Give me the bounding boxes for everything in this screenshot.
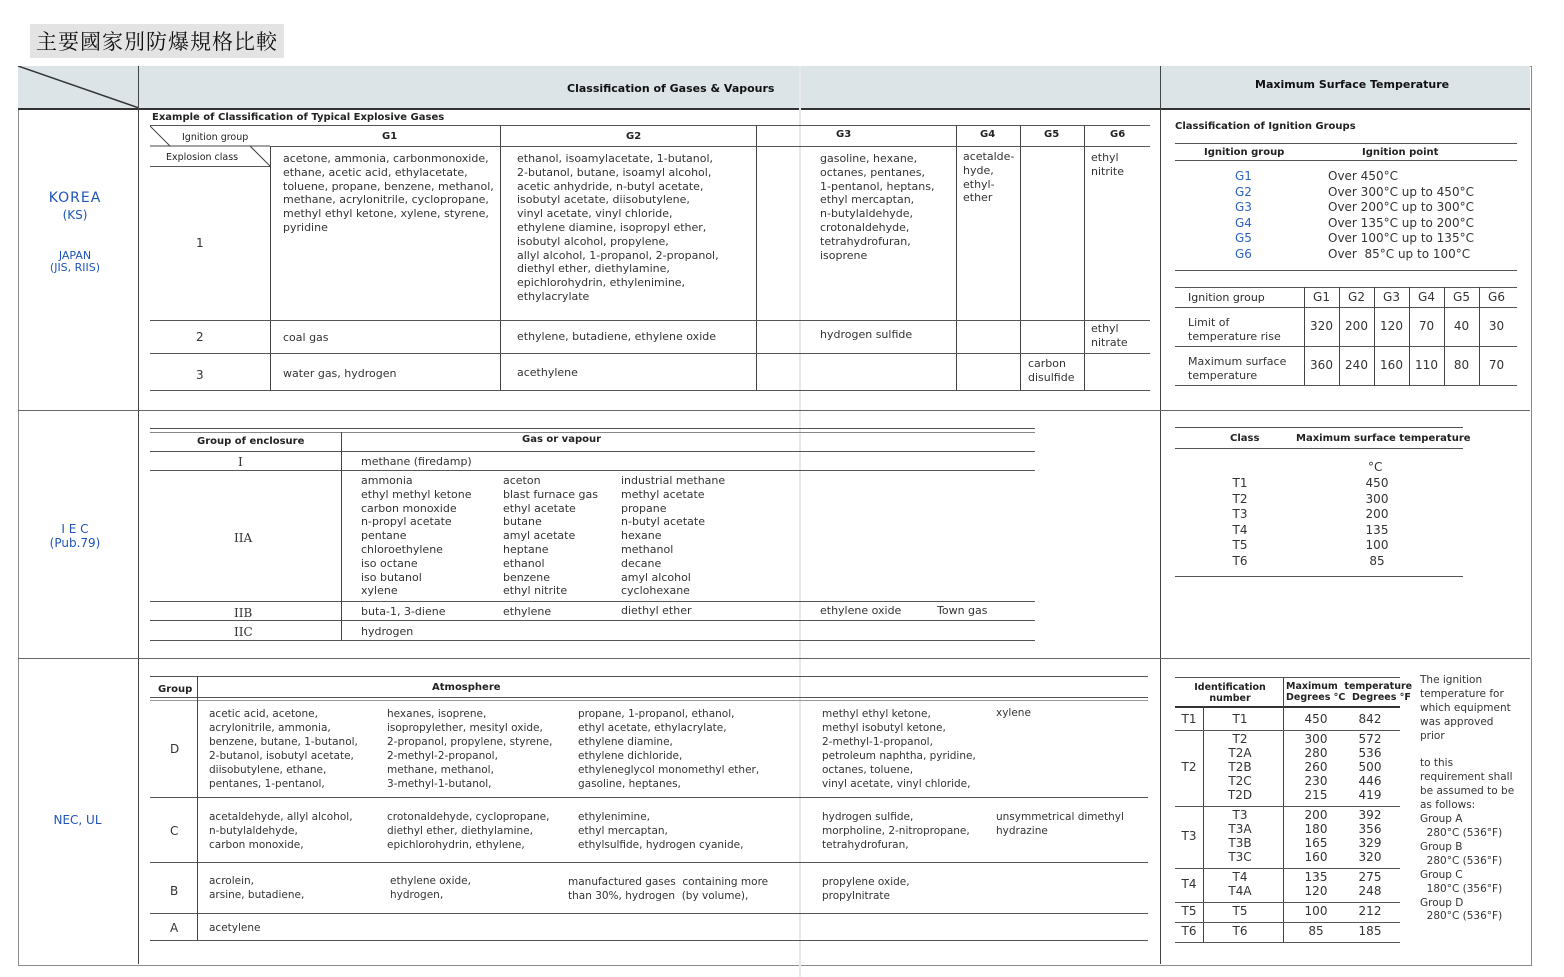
kt-group: G2 xyxy=(1348,290,1365,304)
nec-t-c: 160 xyxy=(1304,850,1328,864)
nec-t-c: 450 xyxy=(1304,712,1328,726)
kr-header-g5: G5 xyxy=(1044,129,1060,140)
nec-t-c: 180 xyxy=(1304,822,1328,836)
kt-head: Ignition group xyxy=(1188,291,1265,304)
country-korea-std: (KS) xyxy=(62,208,88,222)
nec-t-c: 100 xyxy=(1304,904,1328,918)
kt-max: 240 xyxy=(1345,358,1368,372)
iec-t-col2: Maximum surface temperature xyxy=(1296,433,1471,444)
iec-iic-c1: hydrogen xyxy=(361,625,414,638)
iec-line xyxy=(150,428,1035,429)
kt-limit: 320 xyxy=(1310,319,1333,333)
iec-group-IIC: IIC xyxy=(234,625,253,639)
iec-iib-c5: Town gas xyxy=(937,604,988,617)
nec-t-line xyxy=(1175,677,1400,678)
kr-2-g2: ethylene, butadiene, ethylene oxide xyxy=(517,330,716,343)
ign-point: Over 100°C up to 135°C xyxy=(1328,231,1474,245)
nec-t-id: T3 xyxy=(1232,808,1248,822)
ign-line xyxy=(1175,270,1517,271)
nec-t-f: 842 xyxy=(1358,712,1382,726)
iec-col1: Group of enclosure xyxy=(197,436,305,447)
kr-row-line xyxy=(150,353,1150,354)
page-title: 主要國家別防爆規格比較 xyxy=(30,24,284,58)
nec-t-group: T1 xyxy=(1181,712,1197,726)
kr-header-g6: G6 xyxy=(1110,129,1126,140)
ign-point: Over 450°C xyxy=(1328,169,1398,183)
iec-group-I: I xyxy=(238,455,243,469)
iec-iib-c4: ethylene oxide xyxy=(820,604,902,617)
iec-iia-c1: ammonia ethyl methyl ketone carbon monoxide n-propyl acetate pentane chloroethylene iso octane iso butanol xylene xyxy=(361,474,472,598)
country-japan: JAPAN xyxy=(58,249,92,262)
iec-line xyxy=(150,432,1035,433)
country-korea: KOREA xyxy=(48,190,102,206)
iec-iia-c3: industrial methane methyl acetate propane n-butyl acetate hexane methanol decane amyl alcohol cyclohexane xyxy=(621,474,726,598)
nec-t-c: 230 xyxy=(1304,774,1328,788)
nec-line xyxy=(150,700,1148,701)
kr-2-g1: coal gas xyxy=(283,331,329,344)
kr-1-g3: gasoline, hexane, octanes, pentanes, 1-pentanol, heptans, ethyl mercaptan, n-butylaldehyde, crotonaldehyde, tetrahydrofuran, isoprene xyxy=(820,152,935,262)
section-divider-2 xyxy=(18,658,1530,659)
ign-col2: Ignition point xyxy=(1362,147,1439,158)
country-nec: NEC, UL xyxy=(53,813,102,827)
ign-point: Over 200°C up to 300°C xyxy=(1328,200,1474,214)
iec-t-class: T1 xyxy=(1232,476,1248,490)
kt-max: 110 xyxy=(1415,358,1438,372)
kr-col-line xyxy=(1084,125,1085,390)
kr-1-g1: acetone, ammonia, carbonmonoxide, ethane, acetic acid, ethylacetate, toluene, propane, benzene, methanol, methane, acrylonitrile, cyclopropane, methyl ethyl ketone, xylene, styrene, pyridine xyxy=(283,152,494,234)
nec-d-c4: methyl ethyl ketone, methyl isobutyl ketone, 2-methyl-1-propanol, petroleum naphtha, pyridine, octanes, toluene, vinyl acetate, vinyl chloride, xyxy=(822,708,976,790)
iec-group-IIA: IIA xyxy=(234,531,253,545)
nec-t-id: T4A xyxy=(1228,884,1252,898)
ign-line xyxy=(1175,143,1517,144)
kt-max-label: Maximum surface temperature xyxy=(1188,355,1287,382)
country-iec-std: (Pub.79) xyxy=(49,536,101,550)
iec-line xyxy=(150,470,1035,471)
nec-t-col2: Maximum temperature xyxy=(1286,681,1413,692)
nec-t-c: 300 xyxy=(1304,732,1328,746)
kt-max: 160 xyxy=(1380,358,1403,372)
section-divider-1 xyxy=(18,410,1530,411)
ign-point: Over 85°C up to 100°C xyxy=(1328,246,1471,261)
nec-t-c: 120 xyxy=(1304,884,1328,898)
iec-line xyxy=(150,451,1035,452)
iec-t-temp: 85 xyxy=(1369,553,1385,568)
nec-t-f: 275 xyxy=(1358,870,1382,884)
kr-1-g6: ethyl nitrite xyxy=(1091,151,1124,178)
kt-group: G6 xyxy=(1488,290,1505,304)
kt-line xyxy=(1175,346,1517,347)
iec-t-temp: 300 xyxy=(1365,491,1389,506)
nec-t-col2b: Degrees °C Degrees °F xyxy=(1286,692,1411,703)
nec-t-id: T3A xyxy=(1228,822,1252,836)
nec-t-id: T2A xyxy=(1228,746,1252,760)
corner-diagonal xyxy=(18,66,139,108)
iec-t-class: T5 xyxy=(1232,538,1248,552)
country-japan-std: (JIS, RIIS) xyxy=(49,261,101,274)
iec-group-IIB: IIB xyxy=(234,606,253,620)
nec-t-row-line xyxy=(1175,806,1400,807)
nec-t-row-line xyxy=(1175,942,1400,943)
iec-gas-I: methane (firedamp) xyxy=(361,455,472,468)
nec-t-group: T4 xyxy=(1181,877,1197,891)
nec-d-c3: propane, 1-propanol, ethanol, ethyl acetate, ethylacrylate, ethylene diamine, ethylene dichloride, ethyleneglycol monomethyl ether, gasoline, heptanes, xyxy=(578,708,760,790)
nec-line xyxy=(150,797,1148,798)
ign-group: G3 xyxy=(1235,200,1252,214)
ign-col1: Ignition group xyxy=(1204,147,1285,158)
nec-t-id: T1 xyxy=(1232,712,1248,726)
iec-iib-c2: ethylene xyxy=(503,605,552,618)
nec-a-c1: acetylene xyxy=(209,922,261,934)
iec-t-line xyxy=(1175,448,1463,449)
ign-point: Over 135°C up to 200°C xyxy=(1328,215,1474,230)
nec-t-group: T6 xyxy=(1181,924,1197,938)
nec-t-f: 212 xyxy=(1358,904,1382,918)
temp-divider xyxy=(1160,66,1161,964)
kr-header-g4: G4 xyxy=(980,129,996,140)
kr-3-g2: acethylene xyxy=(517,366,578,379)
kt-limit: 30 xyxy=(1488,319,1505,333)
nec-col2: Atmosphere xyxy=(432,682,501,693)
nec-c-c1: acetaldehyde, allyl alcohol, n-butylaldehyde, carbon monoxide, xyxy=(209,811,353,851)
kr-header-bottom xyxy=(270,146,1150,147)
nec-group-B: B xyxy=(170,884,179,898)
kr-col-line xyxy=(756,125,757,390)
kr-class-1: 1 xyxy=(196,236,204,250)
nec-t-c: 135 xyxy=(1304,870,1328,884)
nec-c-c3: ethylenimine, ethyl mercaptan, ethylsulfide, hydrogen cyanide, xyxy=(578,811,744,851)
nec-t-row-line xyxy=(1175,902,1400,903)
nec-t-f: 572 xyxy=(1358,732,1382,746)
kr-1-g4: acetalde- hyde, ethyl- ether xyxy=(963,150,1015,205)
nec-line xyxy=(150,862,1148,863)
ign-group: G2 xyxy=(1235,184,1252,199)
nec-t-row-line xyxy=(1175,868,1400,869)
nec-b-c4: propylene oxide, propylnitrate xyxy=(822,876,910,902)
nec-t-line xyxy=(1175,706,1400,708)
nec-t-id: T3B xyxy=(1228,836,1252,850)
ign-group: G6 xyxy=(1235,246,1252,261)
nec-t-id: T2C xyxy=(1228,774,1252,788)
ign-group: G5 xyxy=(1235,231,1252,245)
nec-c-c2: crotonaldehyde, cyclopropane, diethyl ether, diethylamine, epichlorohydrin, ethylene, xyxy=(387,811,550,851)
iec-t-col1: Class xyxy=(1230,433,1260,444)
iec-t-line xyxy=(1175,576,1463,577)
kr-class-2: 2 xyxy=(196,330,204,344)
kt-line xyxy=(1175,287,1517,288)
nec-note: The ignition temperature for which equipment was approved prior to this requirement shall be assumed to be as follows: Group A 280°C (536°F) Group B 280°C (536°F) Group C 180°C (356°F) Group D 280°C (536°F) xyxy=(1420,674,1515,923)
explosion-class-label: Explosion class xyxy=(166,152,239,163)
kr-3-g5: carbon disulfide xyxy=(1028,357,1075,384)
nec-t-group: T5 xyxy=(1181,904,1197,918)
nec-t-f: 320 xyxy=(1358,850,1382,864)
kr-3-g1: water gas, hydrogen xyxy=(283,367,397,380)
nec-t-f: 185 xyxy=(1358,924,1382,938)
iec-line xyxy=(150,620,1035,621)
kr-row-line xyxy=(150,390,1150,391)
country-divider xyxy=(138,66,139,964)
max-surface-header: Maximum Surface Temperature xyxy=(1255,78,1450,91)
nec-t-col1: Identification number xyxy=(1194,682,1266,704)
nec-t-id: T6 xyxy=(1232,924,1248,938)
kt-limit: 70 xyxy=(1418,319,1435,333)
nec-c-c5: unsymmetrical dimethyl hydrazine xyxy=(996,811,1124,837)
nec-t-c: 85 xyxy=(1308,924,1324,938)
nec-d-c5: xylene xyxy=(996,707,1031,719)
nec-t-f: 392 xyxy=(1358,808,1382,822)
nec-t-c: 280 xyxy=(1304,746,1328,760)
iec-t-line xyxy=(1175,427,1463,428)
nec-t-c: 260 xyxy=(1304,760,1328,774)
iec-col-line xyxy=(341,432,342,640)
nec-t-f: 446 xyxy=(1358,774,1382,788)
kt-max: 70 xyxy=(1488,358,1505,372)
nec-b-c2: ethylene oxide, hydrogen, xyxy=(390,875,471,901)
nec-c-c4: hydrogen sulfide, morpholine, 2-nitropropane, tetrahydrofuran, xyxy=(822,811,970,851)
nec-col-line xyxy=(197,676,198,940)
iec-t-class: T6 xyxy=(1232,553,1248,568)
nec-group-D: D xyxy=(170,742,180,756)
ign-point: Over 300°C up to 450°C xyxy=(1328,184,1474,199)
kr-header-g1: G1 xyxy=(382,131,398,142)
nec-d-c1: acetic acid, acetone, acrylonitrile, ammonia, benzene, butane, 1-butanol, 2-butanol, isobutyl acetate, diisobutylene, ethane, pentanes, 1-pentanol, xyxy=(209,708,358,790)
iec-iib-c1: buta-1, 3-diene xyxy=(361,605,446,618)
iec-iia-c2: aceton blast furnace gas ethyl acetate butane amyl acetate heptane ethanol benzene ethyl nitrite xyxy=(503,474,598,598)
fold-line xyxy=(799,66,801,977)
kr-class-3: 3 xyxy=(196,368,204,382)
nec-t-f: 419 xyxy=(1358,788,1382,802)
nec-group-A: A xyxy=(170,921,179,935)
nec-b-c1: acrolein, arsine, butadiene, xyxy=(209,875,305,901)
nec-t-f: 536 xyxy=(1358,746,1382,760)
kt-line xyxy=(1175,385,1517,386)
nec-b-c3: manufactured gases containing more than 30%, hydrogen (by volume), xyxy=(568,876,769,902)
kt-group: G3 xyxy=(1383,290,1400,304)
kr-col-line xyxy=(1020,125,1021,390)
nec-t-group: T3 xyxy=(1181,829,1197,843)
nec-t-row-line xyxy=(1175,730,1400,731)
nec-t-f: 329 xyxy=(1358,836,1382,850)
kr-2-g3: hydrogen sulfide xyxy=(820,328,913,341)
ign-title: Classification of Ignition Groups xyxy=(1175,121,1356,132)
nec-t-id: T3C xyxy=(1228,850,1252,864)
kt-max: 80 xyxy=(1453,358,1470,372)
nec-d-c2: hexanes, isoprene, isopropylether, mesityl oxide, 2-propanol, propylene, styrene, 2-methyl-2-propanol, methane, methanol, 3-methyl-1-butanol, xyxy=(387,708,553,790)
nec-line xyxy=(150,697,1148,698)
nec-t-id: T5 xyxy=(1232,904,1248,918)
kr-header-g2: G2 xyxy=(626,131,642,142)
nec-t-id: T2 xyxy=(1232,732,1248,746)
kr-1-g2: ethanol, isoamylacetate, 1-butanol, 2-butanol, butane, isoamyl alcohol, acetic anhydride, n-butyl acetate, isobutyl acetate, diisobutylene, vinyl acetate, vinyl chloride, ethylene diamine, isopropyl ether, isobutyl alcohol, propylene, allyl alcohol, 1-propanol, 2-propanol, diethyl ether, diethylamine, epichlorohydrin, ethylenimine, ethylacrylate xyxy=(517,152,719,303)
nec-group-C: C xyxy=(170,824,179,838)
iec-t-temp: 100 xyxy=(1365,538,1389,552)
nec-t-col xyxy=(1203,706,1204,942)
ign-group: G1 xyxy=(1235,169,1252,183)
nec-t-f: 500 xyxy=(1358,760,1382,774)
kt-limit: 40 xyxy=(1453,319,1470,333)
nec-t-group: T2 xyxy=(1181,760,1197,774)
iec-iib-c3: diethyl ether xyxy=(621,604,692,617)
kt-limit-label: Limit of temperature rise xyxy=(1188,316,1281,343)
kr-header-top xyxy=(150,125,1150,126)
nec-t-f: 248 xyxy=(1358,884,1382,898)
nec-line xyxy=(150,676,1148,677)
kt-group: G5 xyxy=(1453,290,1470,304)
kr-2-g6: ethyl nitrate xyxy=(1091,322,1128,349)
iec-t-temp: 200 xyxy=(1365,507,1389,521)
kr-col-line xyxy=(500,125,501,390)
nec-t-id: T2D xyxy=(1227,788,1253,802)
iec-t-class: T3 xyxy=(1232,507,1248,521)
nec-t-c: 165 xyxy=(1304,836,1328,850)
nec-t-c: 200 xyxy=(1304,808,1328,822)
ignition-group-label: Ignition group xyxy=(182,132,249,143)
iec-line xyxy=(150,640,1035,641)
iec-t-unit: °C xyxy=(1368,460,1383,474)
classification-header: Classification of Gases & Vapours xyxy=(567,82,775,95)
iec-t-class: T4 xyxy=(1232,522,1248,537)
nec-line xyxy=(150,940,1148,941)
nec-t-row-line xyxy=(1175,922,1400,923)
nec-col1: Group xyxy=(158,684,193,695)
iec-t-temp: 135 xyxy=(1365,522,1389,537)
nec-t-c: 215 xyxy=(1304,788,1328,802)
kt-max: 360 xyxy=(1310,358,1333,372)
nec-t-id: T2B xyxy=(1228,760,1252,774)
nec-t-f: 356 xyxy=(1358,822,1382,836)
kt-group: G1 xyxy=(1313,290,1330,304)
country-iec: I E C xyxy=(61,522,89,536)
kr-header-g3: G3 xyxy=(836,129,852,140)
iec-t-temp: 450 xyxy=(1365,476,1389,490)
example-title: Example of Classification of Typical Explosive Gases xyxy=(152,112,445,123)
iec-line xyxy=(150,601,1035,602)
kt-line xyxy=(1175,307,1517,308)
ign-line xyxy=(1175,160,1517,161)
kr-row-line xyxy=(150,320,1150,321)
iec-t-class: T2 xyxy=(1232,491,1248,506)
nec-line xyxy=(150,913,1148,914)
iec-col2: Gas or vapour xyxy=(522,434,602,445)
ign-group: G4 xyxy=(1235,215,1252,230)
kr-col-line xyxy=(956,125,957,390)
kt-group: G4 xyxy=(1418,290,1435,304)
kt-limit: 120 xyxy=(1380,319,1403,333)
kt-limit: 200 xyxy=(1345,319,1368,333)
nec-t-id: T4 xyxy=(1232,870,1248,884)
